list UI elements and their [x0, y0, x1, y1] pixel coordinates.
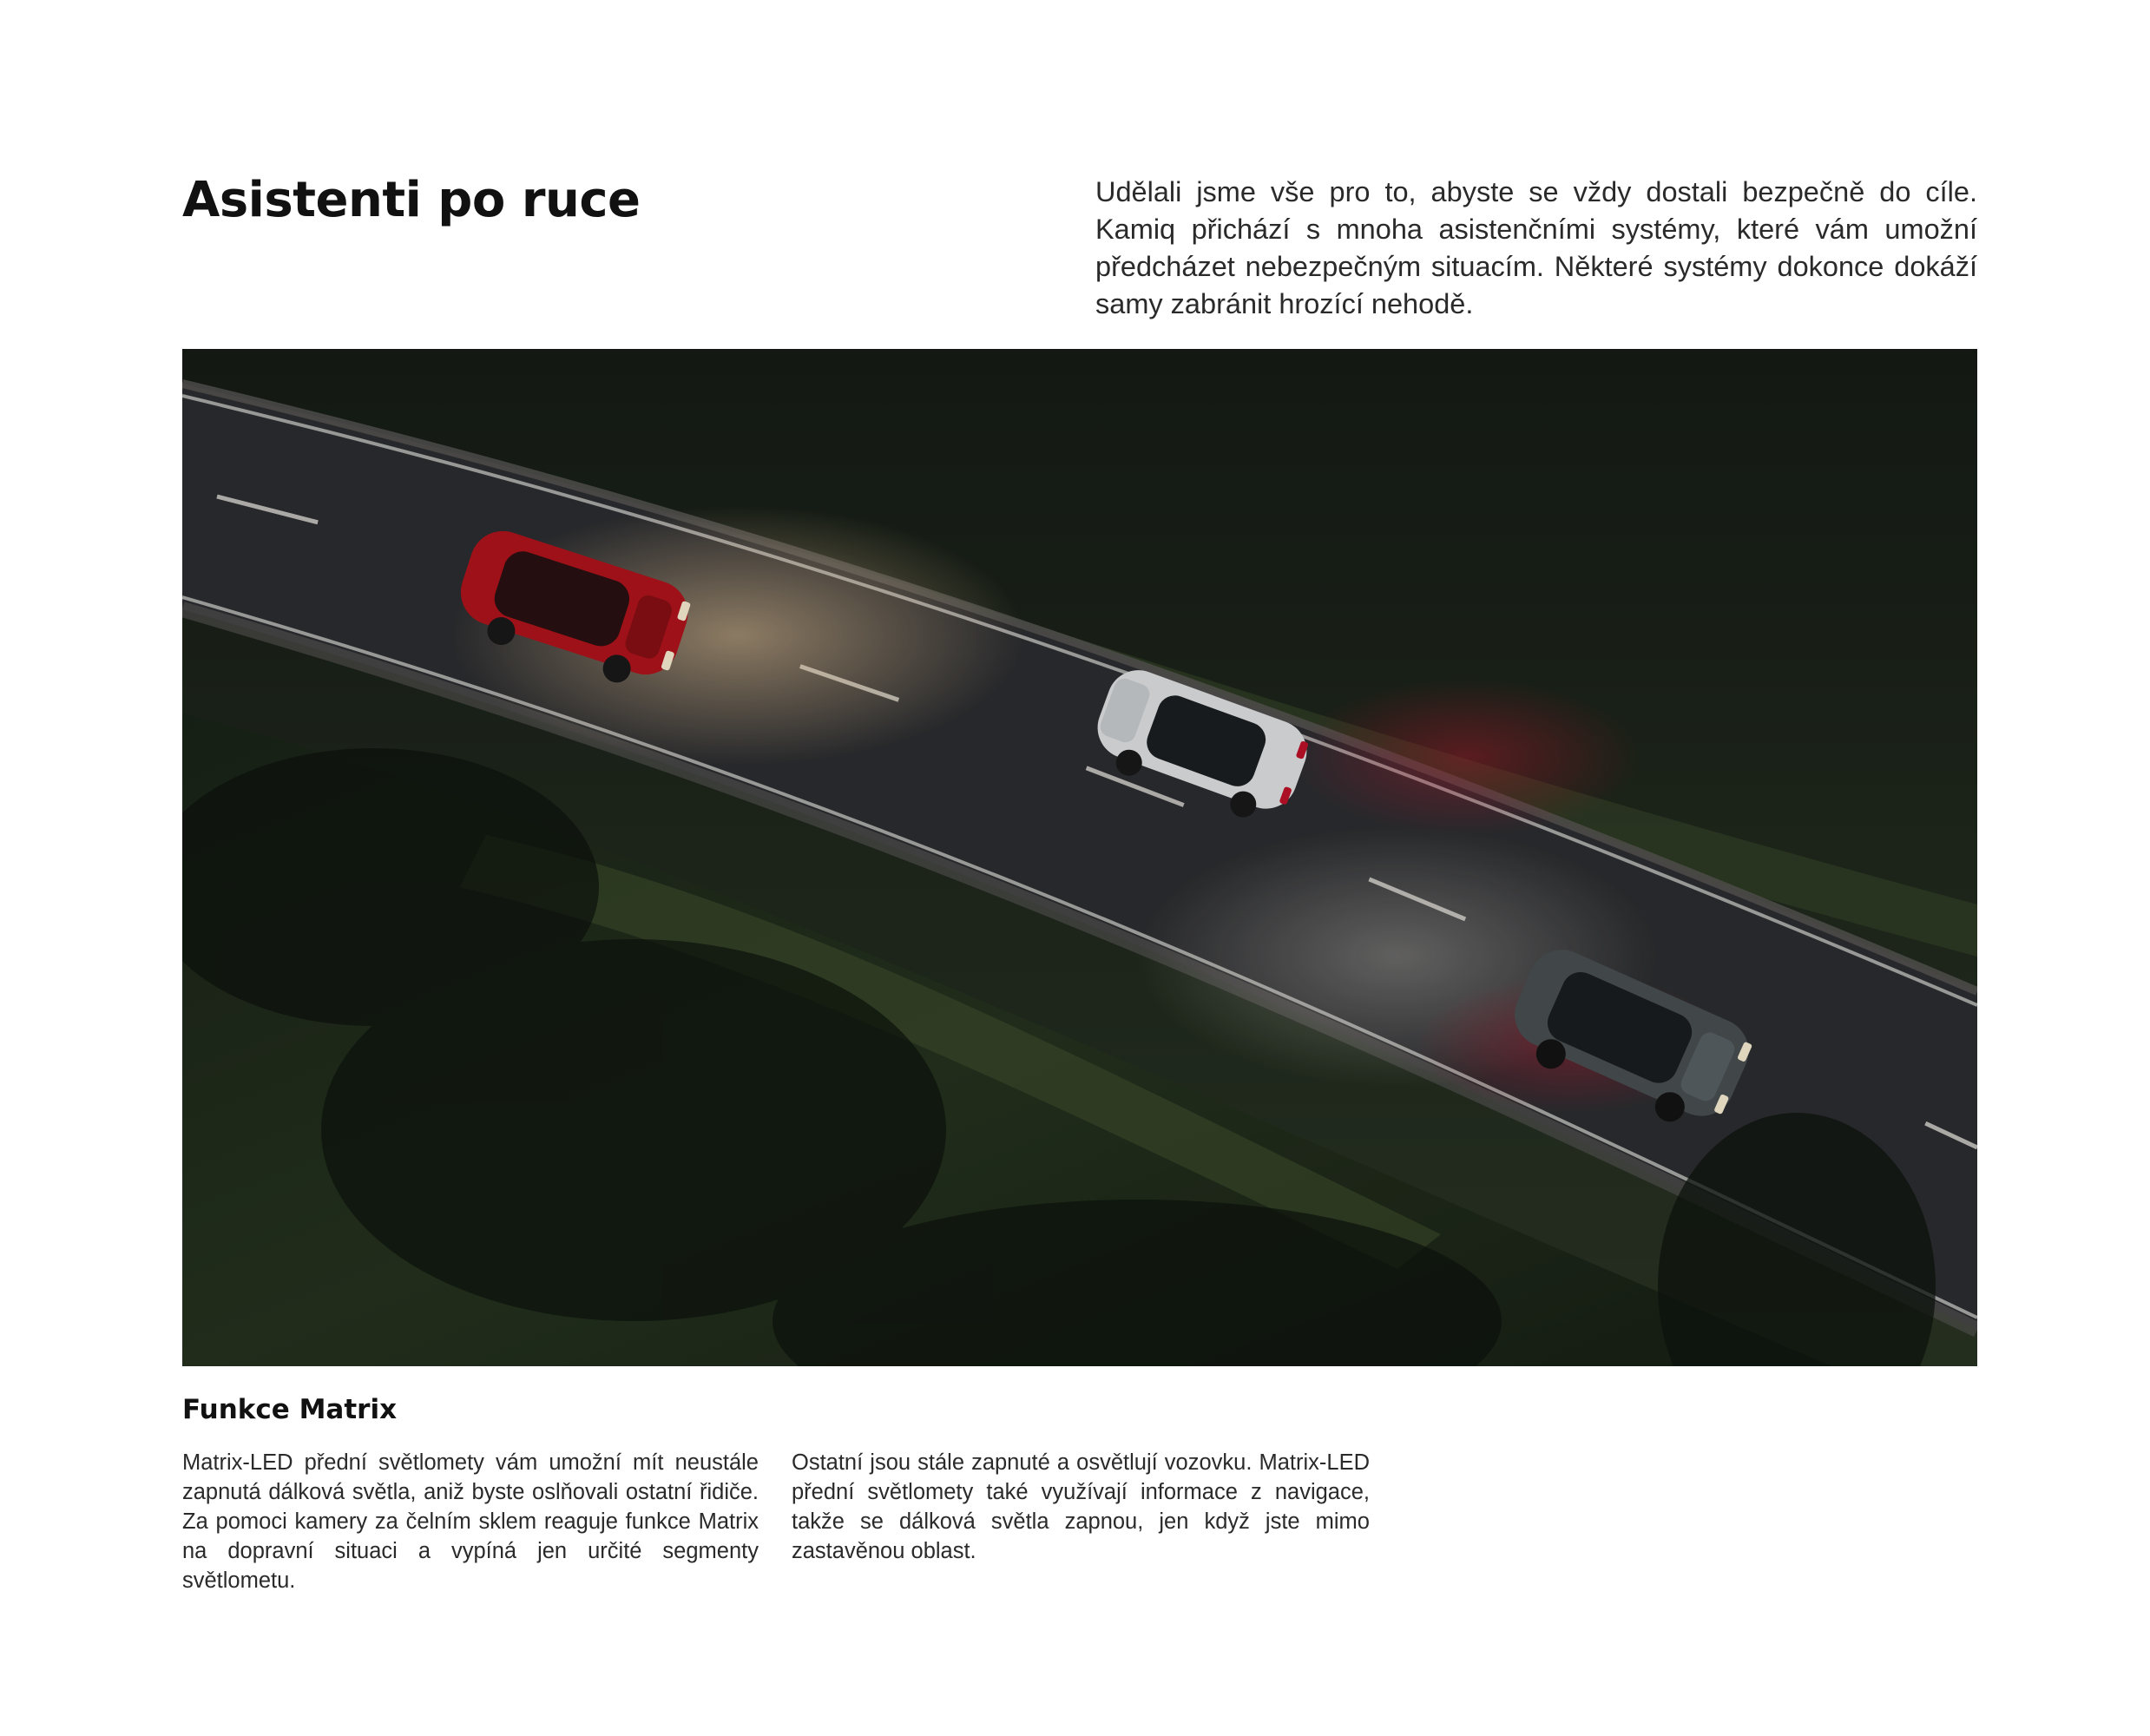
feature-heading: Funkce Matrix — [182, 1394, 398, 1425]
intro-paragraph: Udělali jsme vše pro to, abyste se vždy dostali bezpečně do cíle. Kamiq přichází s mnoha asistenčními systémy, které vám umožní předcházet nebezpečným situacím. Některé systémy dokonce dokáží samy zabránit hrozící nehodě. — [1095, 176, 1977, 319]
night-road-photo — [182, 349, 1977, 1366]
photo-vignette — [182, 349, 1977, 1366]
feature-text-column-1: Matrix-LED přední světlomety vám umožní mít neustále zapnutá dálková světla, aniž byste oslňovali ostatní řidiče. Za pomoci kamery za čelním sklem reaguje funkce Matrix na dopravní situaci a vypíná jen určité segmenty světlometu. — [182, 1450, 759, 1593]
page-title: Asistenti po ruce — [182, 172, 641, 228]
night-road-illustration — [182, 349, 1977, 1366]
feature-text-column-2: Ostatní jsou stále zapnuté a osvětlují vozovku. Matrix-LED přední světlomety také využívají informace z navigace, takže se dálková světla zapnou, jen když jste mimo zastavěnou oblast. — [792, 1450, 1370, 1563]
